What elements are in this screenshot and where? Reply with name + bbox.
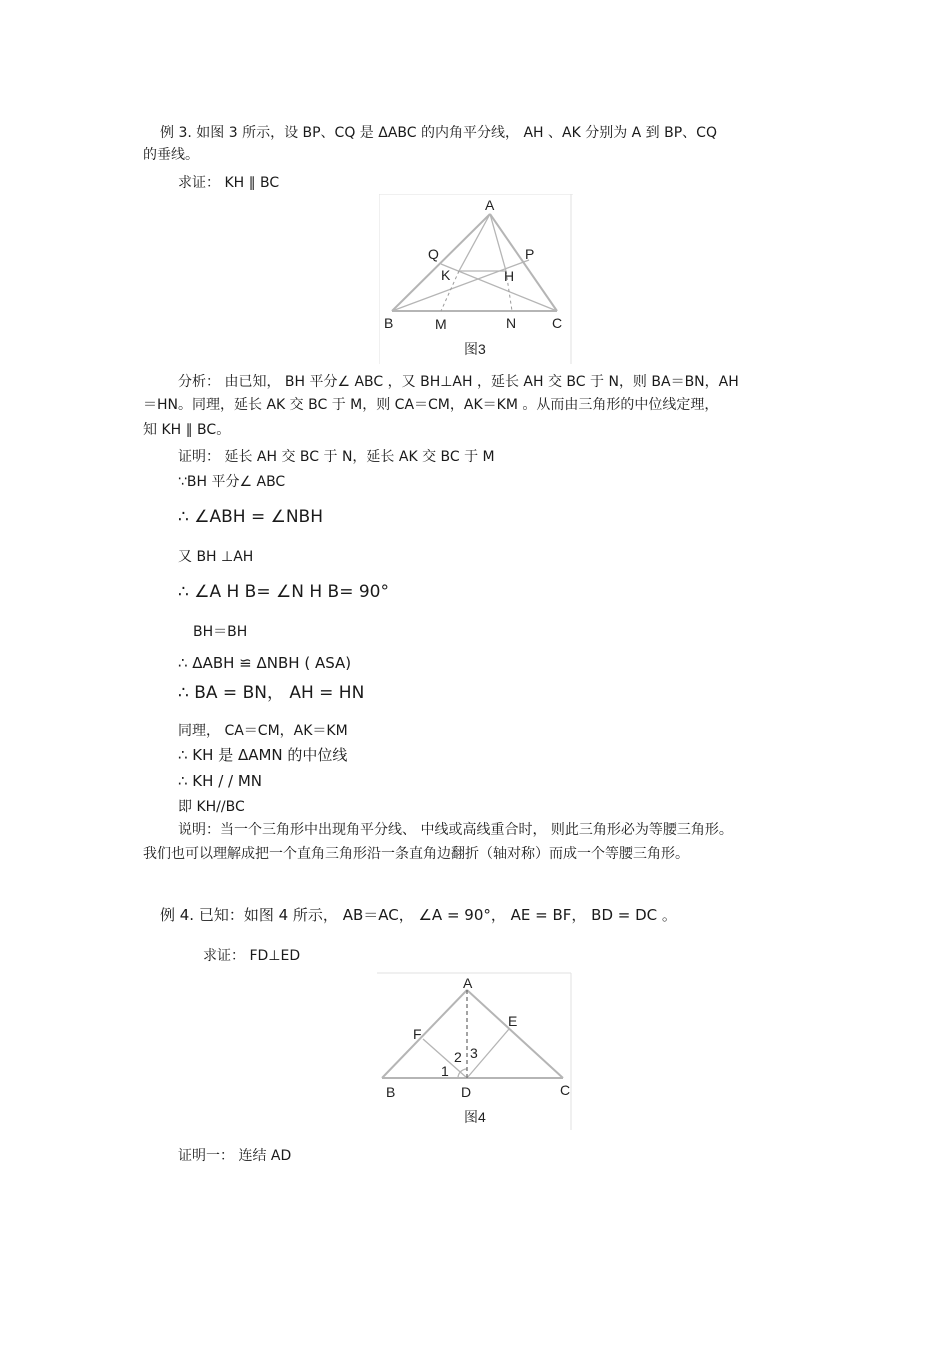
fig3-caption: 图3 [464,341,486,357]
ex3-proof-line1: 证明： 延长 AH 交 BC 于 N，延长 AK 交 BC 于 M [178,449,495,465]
fig3-label-m: M [435,316,447,332]
ex3-proof-line10: ∴ KH 是 ΔAMN 的中位线 [178,746,348,764]
fig4-label-1: 1 [441,1063,449,1079]
ex3-statement-line1: 例 3. 如图 3 所示，设 BP、CQ 是 ΔABC 的内角平分线， AH 、AK 分别为 A 到 BP、CQ [160,125,717,141]
ex3-analysis-line1: 分析： 由已知， BH 平分∠ ABC ，又 BH⊥AH ，延长 AH 交 BC 于 N，则 BA＝BN，AH [178,374,739,390]
ex3-proof-line11: ∴ KH / / MN [178,772,263,790]
ex3-statement-line2: 的垂线。 [143,147,199,163]
ex3-analysis-line3: 知 KH ∥ BC。 [143,422,231,438]
ex3-proof-line12: 即 KH//BC [178,799,245,815]
fig3-label-q: Q [428,246,439,262]
ex3-proof-line4: 又 BH ⊥AH [178,549,254,565]
ex3-proof-line2: ∵BH 平分∠ ABC [178,474,286,490]
fig4-label-d: D [461,1084,472,1100]
ex3-analysis-line2: ＝HN。同理，延长 AK 交 BC 于 M，则 CA＝CM，AK＝KM 。从而由三角形的中位线定理， [143,397,719,413]
fig3-label-c: C [552,315,563,331]
fig4-label-b: B [386,1084,396,1100]
fig4-label-f: F [413,1026,422,1042]
fig4-label-2: 2 [454,1049,462,1065]
ex3-proof-line6: BH＝BH [193,624,248,640]
fig3-label-b: B [384,315,394,331]
fig4-caption: 图4 [464,1109,486,1125]
ex3-proof-line9: 同理， CA＝CM，AK＝KM [178,723,348,739]
fig4-label-e: E [508,1013,518,1029]
ex3-note-line2: 我们也可以理解成把一个直角三角形沿一条直角边翻折（轴对称）而成一个等腰三角形。 [143,846,689,862]
fig3-label-p: P [525,246,535,262]
ex4-proof1: 证明一： 连结 AD [178,1148,292,1164]
fig4-label-3: 3 [470,1045,478,1061]
ex3-prove: 求证： KH ∥ BC [178,175,280,191]
ex3-proof-line7: ∴ ΔABH ≌ ΔNBH ( ASA) [178,654,352,672]
ex4-statement: 例 4. 已知：如图 4 所示， AB＝AC， ∠A = 90°， AE = BF， BD = DC 。 [160,906,677,924]
fig3-label-h: H [504,268,515,284]
ex3-note-line1: 说明：当一个三角形中出现角平分线、 中线或高线重合时， 则此三角形必为等腰三角形。 [178,822,733,838]
fig3-label-n: N [506,315,517,331]
fig4-label-a: A [463,975,473,991]
fig3-label-a: A [485,197,495,213]
figure-3 [379,194,573,364]
fig4-label-c: C [560,1082,571,1098]
fig3-label-k: K [441,267,451,283]
ex3-proof-line8: ∴ BA = BN， AH = HN [178,683,365,703]
ex4-prove: 求证： FD⊥ED [203,948,301,964]
ex3-proof-line5: ∴ ∠A H B= ∠N H B= 90° [178,582,389,602]
figure-4 [377,968,573,1130]
ex3-proof-line3: ∴ ∠ABH = ∠NBH [178,507,323,527]
